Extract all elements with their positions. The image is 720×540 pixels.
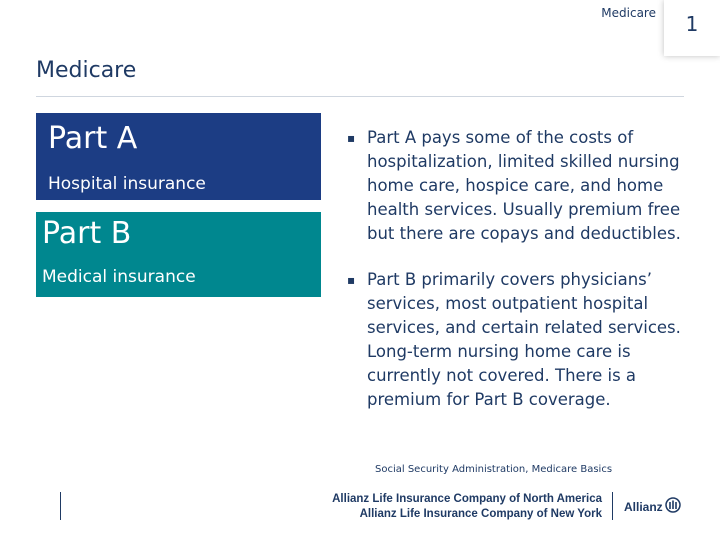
bullet-text-part-b: Part B primarily covers physicians’ services, most outpatient hospital services, and certain related services. Long-term nursing home care is currently not covered. There is a premium for Part B coverage. (367, 270, 681, 409)
source-citation: Social Security Administration, Medicare Basics (375, 464, 613, 475)
bullet-square-icon: ▪ (347, 273, 356, 287)
logo-text: Allianz (624, 500, 663, 514)
slide-title: Medicare (36, 58, 137, 83)
title-divider (36, 96, 684, 97)
allianz-logo (624, 497, 681, 517)
bullet-text-part-a: Part A pays some of the costs of hospitalization, limited skilled nursing home care, hospice care, and home health services. Usually premium free but there are copays and deductibles. (367, 128, 681, 243)
bullet-square-icon: ▪ (347, 131, 356, 145)
bullet-list (345, 126, 690, 434)
company-lines (332, 492, 602, 522)
bullet-item (345, 268, 690, 412)
allianz-emblem-icon (665, 497, 681, 517)
footer-divider-left (60, 492, 61, 520)
part-a-title: Part A (48, 121, 138, 156)
part-b-subtitle: Medical insurance (42, 267, 196, 287)
page-number-box (664, 0, 720, 56)
footer-divider-right (612, 492, 613, 520)
bullet-item (345, 126, 690, 246)
part-b-title: Part B (42, 216, 132, 251)
company-line-1: Allianz Life Insurance Company of North America (332, 493, 602, 505)
header-tag: Medicare (601, 6, 656, 20)
company-line-2: Allianz Life Insurance Company of New York (359, 508, 602, 520)
part-a-subtitle: Hospital insurance (48, 174, 206, 194)
part-a-box (36, 113, 321, 200)
part-b-box (36, 212, 321, 297)
page-number: 1 (685, 12, 699, 36)
